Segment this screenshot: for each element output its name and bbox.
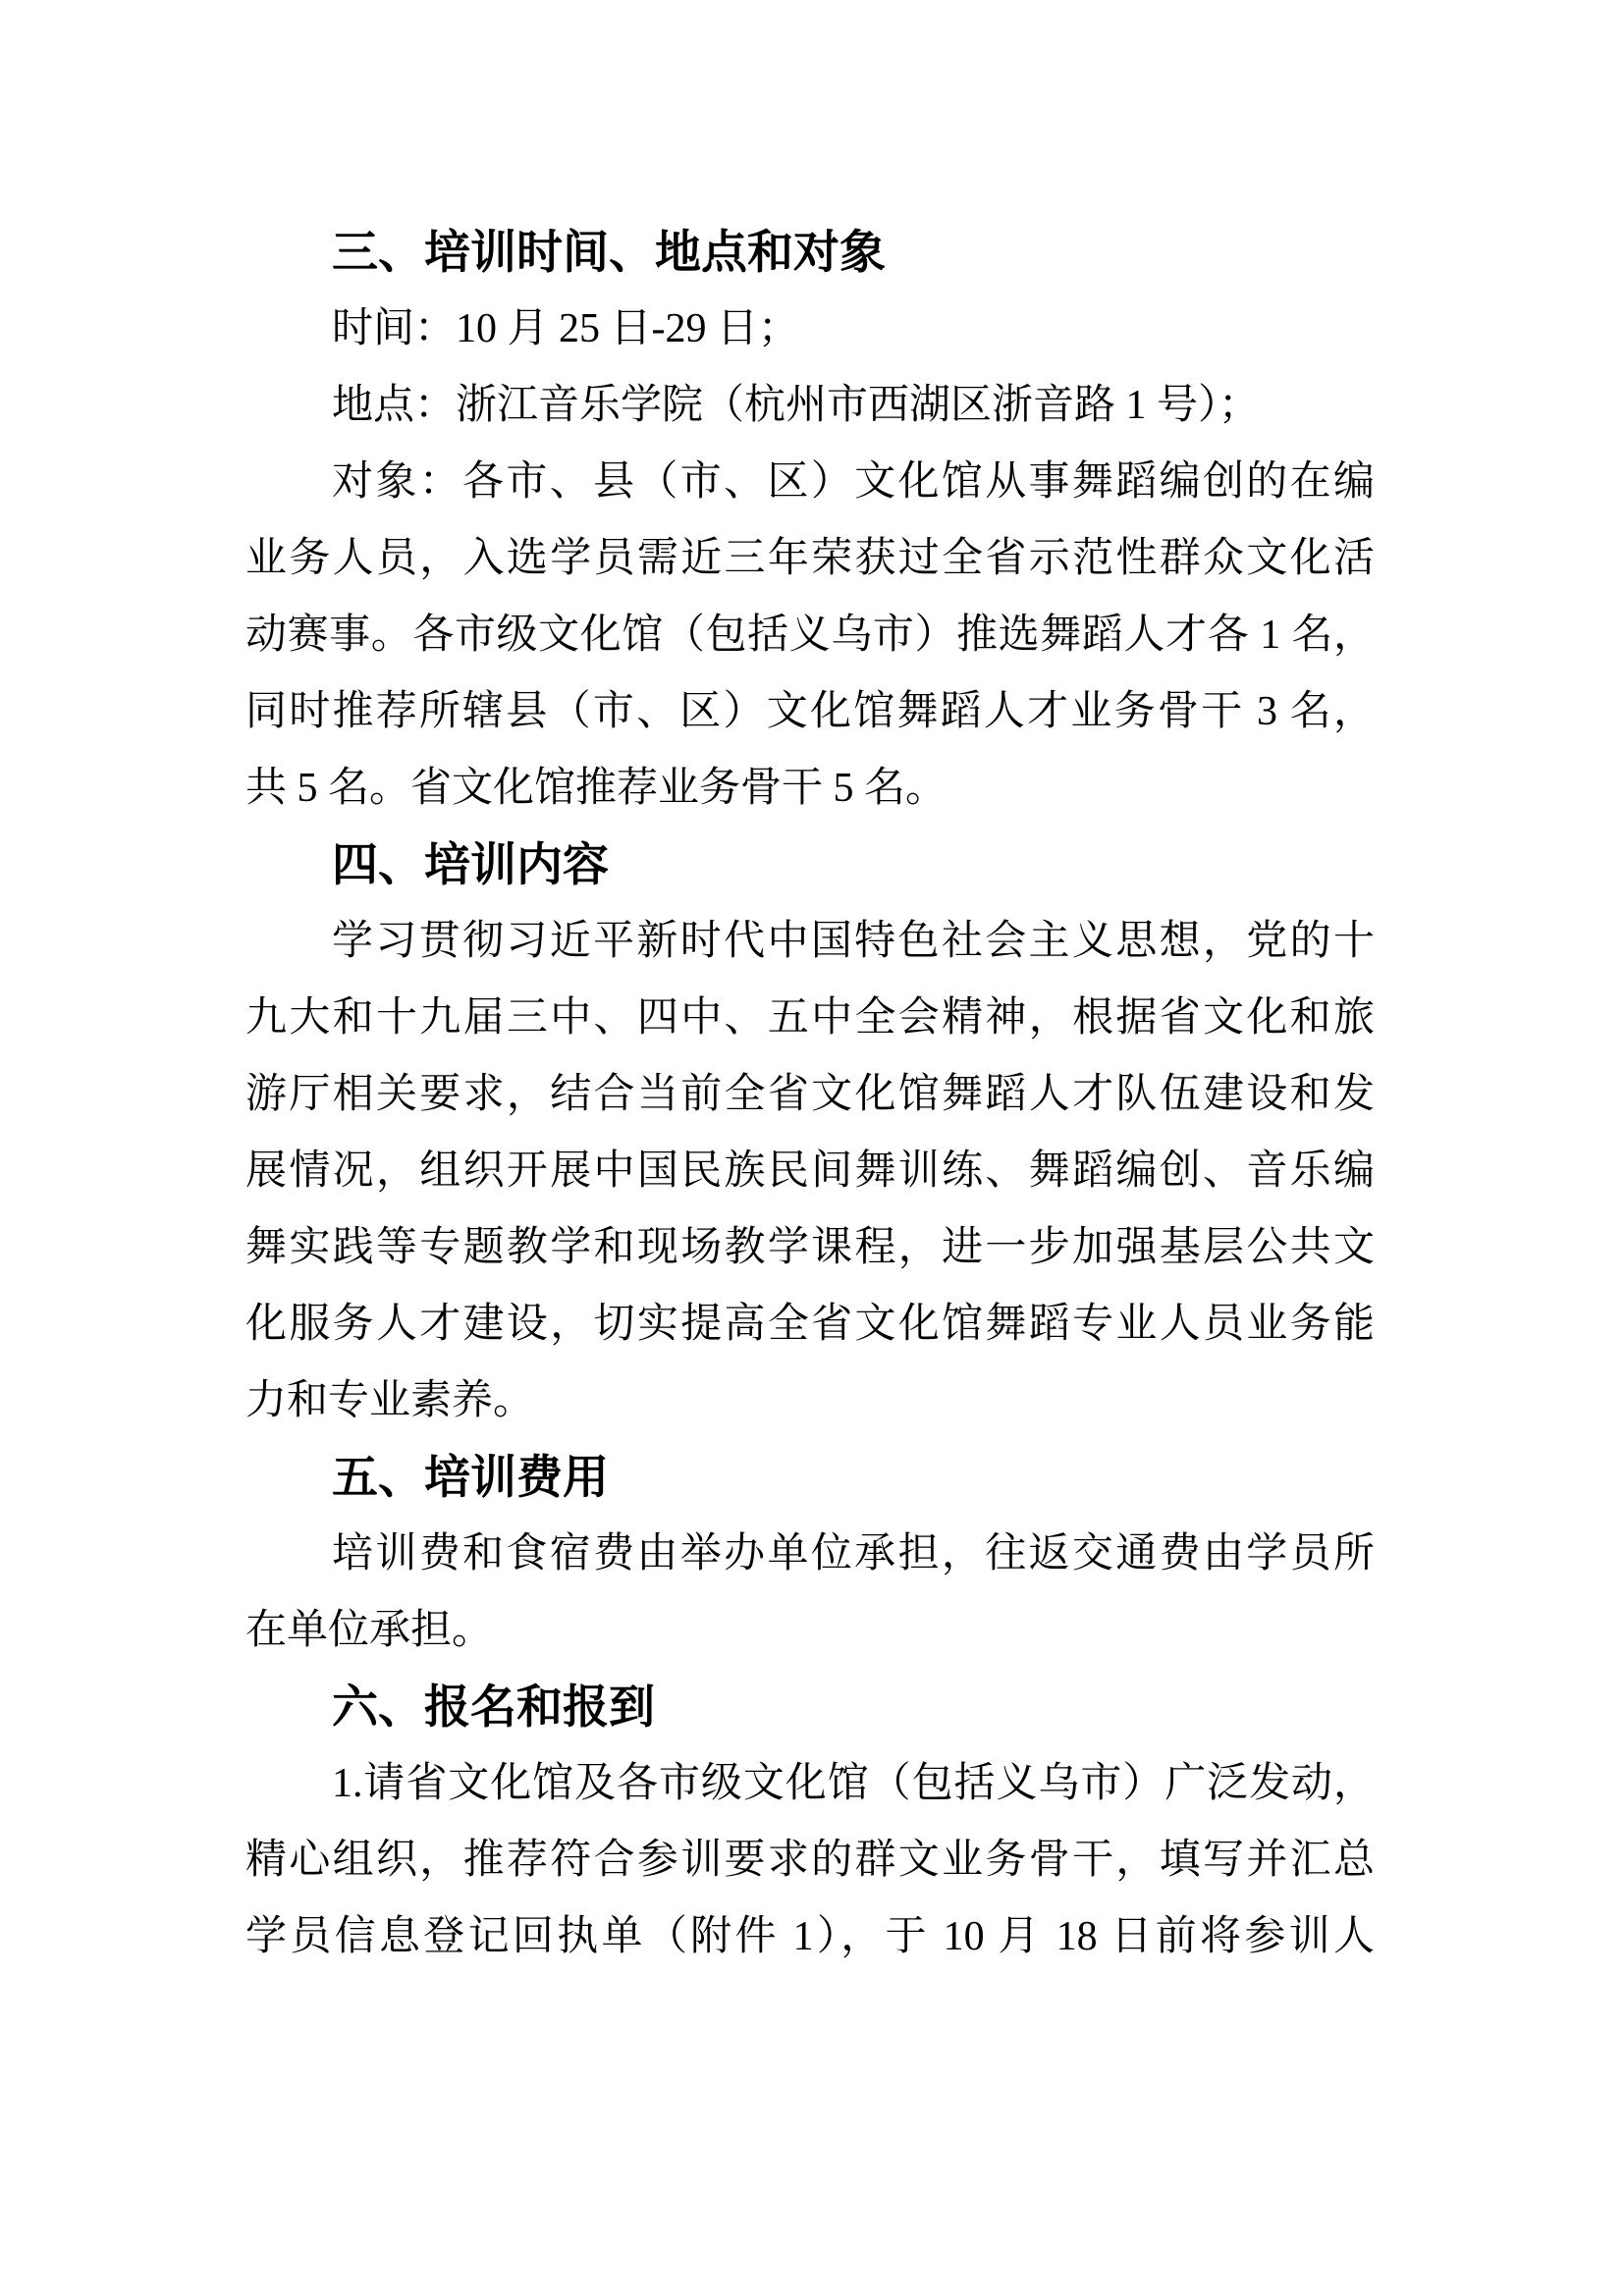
audience-line-5: 共 5 名。省文化馆推荐业务骨干 5 名。 — [245, 766, 947, 811]
signup-line-2: 精心组织，推荐符合参训要求的群文业务骨干，填写并汇总 — [245, 1838, 1375, 1883]
content-line-3: 游厅相关要求，结合当前全省文化馆舞蹈人才队伍建设和发 — [245, 1072, 1375, 1117]
time-line: 时间：10 月 25 日-29 日； — [332, 306, 799, 351]
content-line-7: 力和专业素养。 — [245, 1378, 535, 1423]
audience-line-2: 业务人员，入选学员需近三年荣获过全省示范性群众文化活 — [245, 536, 1375, 581]
audience-line-4: 同时推荐所辖县（市、区）文化馆舞蹈人才业务骨干 3 名， — [245, 689, 1375, 734]
content-line-5: 舞实践等专题教学和现场教学课程，进一步加强基层公共文 — [245, 1225, 1375, 1270]
fee-line-2: 在单位承担。 — [245, 1608, 494, 1653]
signup-line-3: 学员信息登记回执单（附件 1），于 10 月 18 日前将参训人 — [245, 1914, 1375, 1959]
content-line-1: 学习贯彻习近平新时代中国特色社会主义思想，党的十 — [332, 919, 1375, 964]
content-line-2: 九大和十九届三中、四中、五中全会精神，根据省文化和旅 — [245, 995, 1375, 1041]
section-5-heading: 五、培训费用 — [332, 1451, 609, 1503]
audience-line-3: 动赛事。各市级文化馆（包括义乌市）推选舞蹈人才各 1 名， — [245, 613, 1375, 658]
signup-line-1: 1.请省文化馆及各市级文化馆（包括义乌市）广泛发动， — [332, 1761, 1375, 1806]
section-3-heading: 三、培训时间、地点和对象 — [332, 226, 886, 278]
section-6-heading: 六、报名和报到 — [332, 1681, 655, 1733]
content-line-6: 化服务人才建设，切实提高全省文化馆舞蹈专业人员业务能 — [245, 1302, 1375, 1347]
audience-line-1: 对象：各市、县（市、区）文化馆从事舞蹈编创的在编 — [332, 459, 1375, 505]
section-4-heading: 四、培训内容 — [332, 838, 609, 890]
location-line: 地点：浙江音乐学院（杭州市西湖区浙音路 1 号）； — [332, 383, 1261, 428]
content-line-4: 展情况，组织开展中国民族民间舞训练、舞蹈编创、音乐编 — [245, 1148, 1375, 1194]
fee-line-1: 培训费和食宿费由举办单位承担，往返交通费由学员所 — [332, 1531, 1375, 1576]
